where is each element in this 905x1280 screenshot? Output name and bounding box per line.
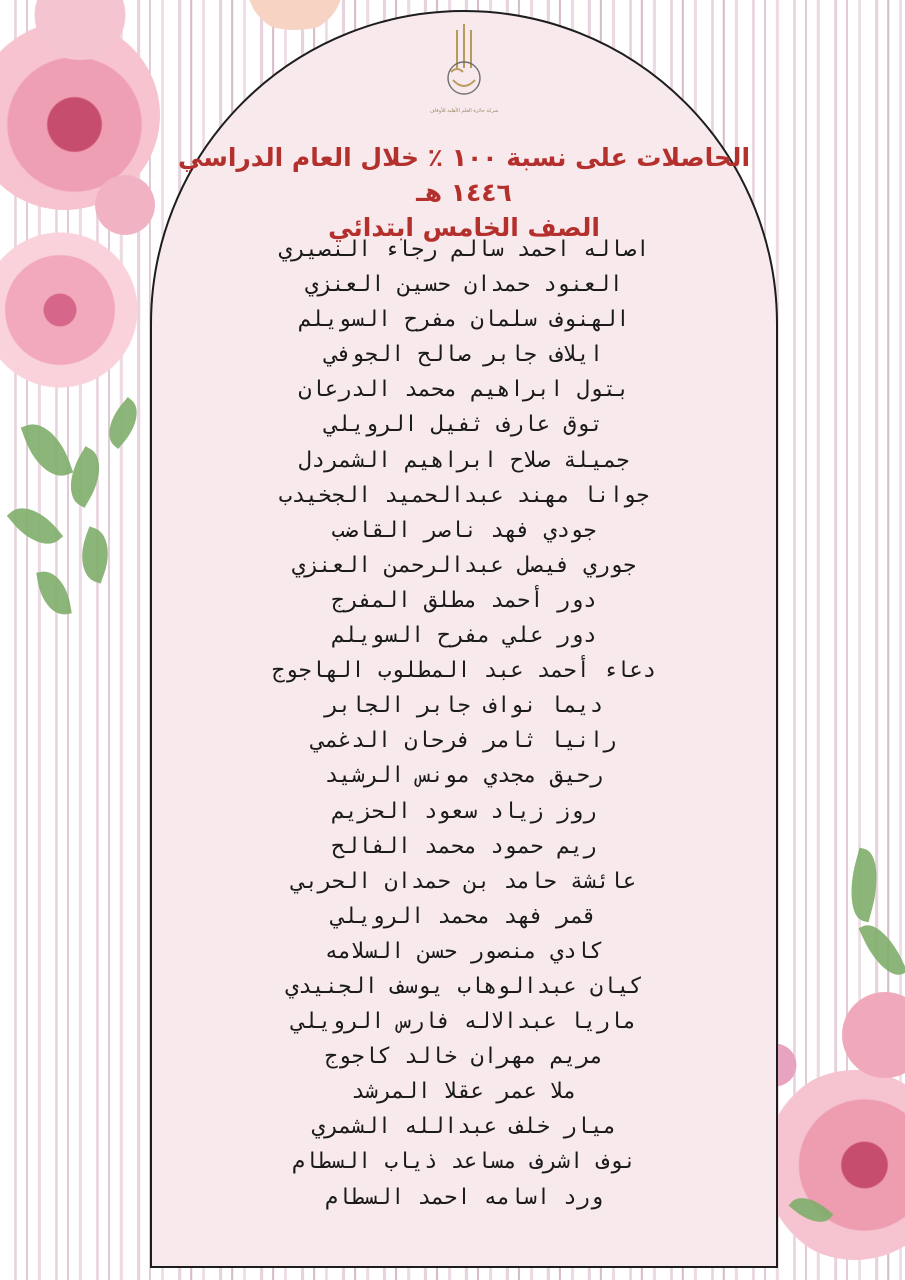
list-item: رحيق مجدي مونس الرشيد	[324, 763, 604, 789]
list-item: جوري فيصل عبدالرحمن العنزي	[291, 552, 637, 578]
list-item: ايلاف جابر صالح الجوفي	[324, 342, 604, 368]
page-title	[152, 140, 776, 245]
flower-decoration-top	[230, 0, 360, 30]
list-item: قمر فهد محمد الرويلي	[331, 903, 597, 929]
list-item: رانيا ثامر فرحان الدغمي	[311, 728, 617, 754]
list-item: كيان عبدالوهاب يوسف الجنيدي	[285, 973, 643, 999]
list-item: اصاله احمد سالم رجاء النصيري	[278, 237, 650, 262]
logo-emblem-icon	[435, 22, 493, 102]
list-item: الهنوف سلمان مفرح السويلم	[298, 307, 630, 333]
list-item: بتول ابراهيم محمد الدرعان	[298, 377, 630, 403]
list-item: كادي منصور حسن السلامه	[324, 938, 604, 964]
list-item: العنود حمدان حسين العنزي	[305, 272, 623, 298]
list-item: ماريا عبدالاله فارس الرويلي	[291, 1009, 637, 1035]
list-item: توق عارف ثفيل الرويلي	[324, 412, 604, 438]
list-item: جميلة صلاح ابراهيم الشمردل	[298, 447, 630, 473]
list-item: عائشة حامد بن حمدان الحربي	[291, 868, 637, 894]
list-item: جودي فهد ناصر القاضب	[331, 517, 597, 543]
list-item: ميار خلف عبدالله الشمري	[311, 1114, 617, 1140]
title-line-1: الحاصلات على نسبة ١٠٠ ٪ خلال العام الدراسي ١٤٤٦ هـ	[177, 143, 751, 207]
student-list	[152, 232, 776, 1215]
title-line-2: الصف الخامس ابتدائي	[328, 213, 600, 242]
list-item: ريم حمود محمد الفالح	[331, 833, 597, 859]
arched-content-panel	[150, 10, 778, 1268]
list-item: ديما نواف جابر الجابر	[324, 693, 604, 719]
list-item: دور أحمد مطلق المفرج	[331, 587, 597, 613]
list-item: جوانا مهند عبدالحميد الجخيدب	[278, 482, 650, 508]
company-logo	[424, 22, 504, 132]
list-item: روز زياد سعود الحزيم	[331, 798, 597, 824]
list-item: مريم مهران خالد كاجوج	[324, 1044, 604, 1070]
company-name: شركة جائزة العلم الأهلية للأوقاف	[429, 108, 499, 114]
list-item: نوف اشرف مساعد ذياب السطام	[291, 1149, 637, 1175]
list-item: دور علي مفرح السويلم	[331, 623, 597, 649]
list-item: دعاء أحمد عبد المطلوب الهاجوج	[271, 658, 657, 684]
list-item: ورد اسامه احمد السطام	[324, 1184, 604, 1210]
list-item: ملا عمر عقلا المرشد	[351, 1079, 577, 1105]
